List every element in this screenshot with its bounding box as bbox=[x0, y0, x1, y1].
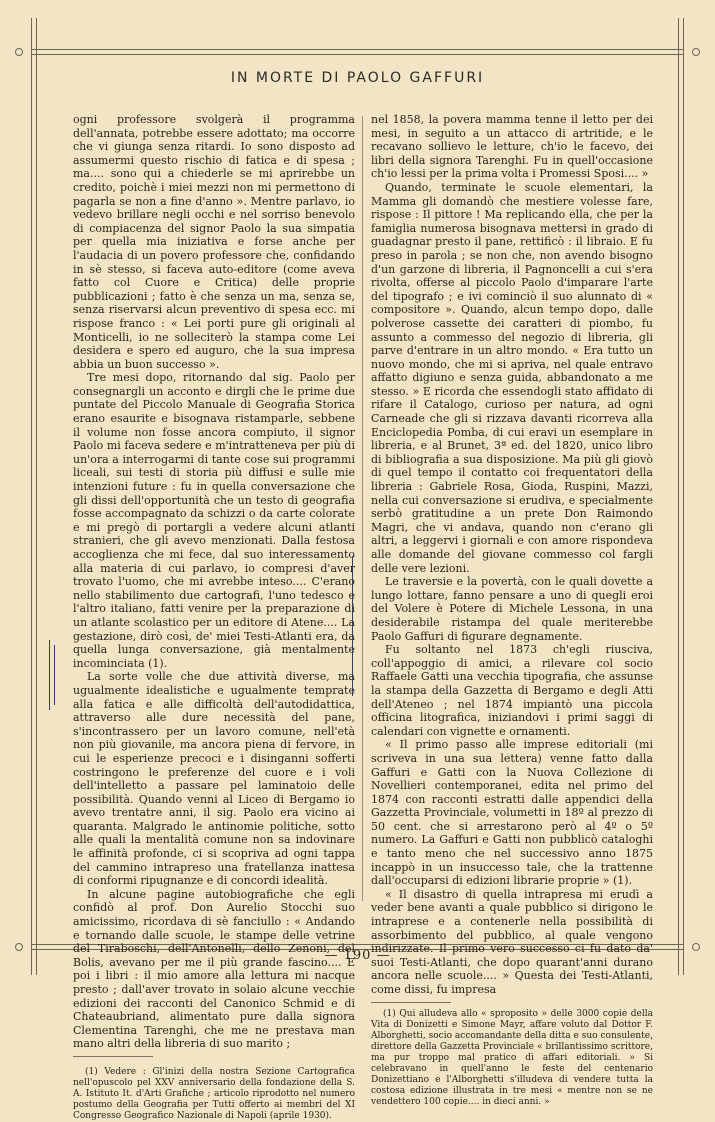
border-ornament bbox=[692, 48, 700, 56]
top-rule bbox=[31, 49, 684, 55]
paragraph: « Il primo passo alle imprese editoriali (mi scriveva in una sua lettera) venne fatto dalla Gaffuri e Gatti con la Nuova Collezione di Novellieri contemporanei, edita nel primo del 1874 con racconti estratti dalle appendici della Gazzetta Provinciale, volumetti in 18º al prezzo di 50 cent. che si arrestarono però al 4º o 5º numero. La Gaffuri e Gatti non pubblicò cataloghi e tanto meno che nel successivo anno 1875 incappò in un insuccesso tale, che la trattenne dall'occuparsi di edizioni librarie proprie » (1). bbox=[371, 738, 653, 888]
margin-pen-mark bbox=[352, 556, 353, 696]
paragraph: Quando, terminate le scuole elementari, la Mamma gli domandò che mestiere volesse fare, rispose : Il pittore ! Ma replicando ella, che per la famiglia numerosa bisognava mettersi in grado di guadagnar presto il pane, rettificò : il libraio. E fu preso in parola ; se non che, non avendo bisogno d'un garzone di libreria, il Pagnoncelli a cui s'era rivolta, offerse al piccolo Paolo d'imparare l'arte del tipografo ; e ivi cominciò il suo alunnato di « compositore ». Quando, alcun tempo dopo, dalle polverose cassette dei caratteri di piombo, fu assunto a commesso del negozio di libreria, gli parve d'entrare in un altro mondo. « Era tutto un nuovo mondo, che mi si apriva, nel quale entravo affatto digiuno e senza guida, abbandonato a me stesso. » E ricorda che essendogli stato affidato di rifare il Catalogo, curioso per natura, ad ogni Carneade che gli si rizzava davanti ricorreva alla Enciclopedia Pomba, di cui eravi un esemplare in libreria, e al Brunet, 3ª ed. del 1820, unico libro di bibliografia a sua disposizione. Ma più gli giovò di quel tempo il contatto coi frequentatori della libreria : Gabriele Rosa, Gioda, Ruspini, Mazzi, nella cui conversazione si erudiva, e specialmente serbò gratitudine a un prete Don Raimondo Magri, che vi andava, quando non c'erano gli altri, a leggervi i giornali e con amore rispondeva alle domande del giovane commesso col fargli delle vere lezioni. bbox=[371, 180, 653, 575]
left-column bbox=[73, 113, 355, 1122]
paragraph: nel 1858, la povera mamma tenne il letto per dei mesi, in seguito a un attacco di artritide, e le recavano sollievo le letture, ch'io le facevo, dei libri della signora Tarenghi. Fu in quell'occasione ch'io lessi per la prima volta i Promessi Sposi.... » bbox=[371, 113, 653, 181]
running-header: IN MORTE DI PAOLO GAFFURI bbox=[230, 70, 485, 86]
paragraph: « Il disastro di quella intrapresa mi erudì a veder bene avanti a quale pubblico si dirigono le intraprese e a contenerle nella possibilità di assorbimento del pubblico, al quale vengono indirizzate. Il primo vero successo ci fu dato da' suoi Testi-Atlanti, che dopo quarant'anni durano ancora nelle scuole.... » Questa dei Testi-Atlanti, come dissi, fu impresa bbox=[371, 887, 653, 996]
page-number: — 190 — bbox=[324, 948, 391, 963]
paragraph: Tre mesi dopo, ritornando dal sig. Paolo per consegnargli un acconto e dirgli che le prime due puntate del Piccolo Manuale di Geografia Storica erano esaurite e bisognava ristamparle, sebbene il volume non fosse ancora compiuto, il signor Paolo mi faceva sedere e m'intratteneva per più di un'ora a interrogarmi di tante cose sui programmi liceali, sui testi di storia più diffusi e sulle mie intenzioni future : fu in quella conversazione che gli dissi dell'opportunità che un testo di geografia fosse accompagnato da schizzi o da carte colorate e mi pregò di portargli a vedere alcuni atlanti stranieri, che gli avevo menzionati. Dalla festosa accoglienza che mi fece, dal suo interessamento alla materia di cui parlavo, io compresi d'aver trovato l'uomo, che mi avrebbe inteso.... C'erano nello stabilimento due cartografi, l'uno tedesco e l'altro italiano, fatti venire per la preparazione di un atlante scolastico per un editore di Atene.... La gestazione, dirò così, de' miei Testi-Atlanti era, da quella lunga conversazione, già mentalmente incominciata (1). bbox=[73, 371, 355, 670]
paragraph: Le traversie e la povertà, con le quali dovette a lungo lottare, fanno pensare a uno di quegli eroi del Volere è Potere di Michele Lessona, in una desiderabile ristampa del quale meriterebbe Paolo Gaffuri di figurare degnamente. bbox=[371, 575, 653, 643]
margin-pen-mark bbox=[49, 640, 50, 710]
paragraph: ogni professore svolgerà il programma dell'annata, potrebbe essere adottato; ma occorre che vi giunga senza ritardi. Io sono disposto ad assumermi questo rischio di fatica e di spesa ; ma.... sono qui a chiederle se mi aprirebbe un credito, poichè i miei mezzi non mi permettono di pagarla se non a fine d'anno ». Mentre parlavo, io vedevo brillare negli occhi e nel sorriso benevolo di compiacenza del signor Paolo la sua simpatia per quella mia iniziativa e forse anche per l'audacia di un povero professore che, confidando in sè stesso, si faceva auto-editore (come aveva fatto col Cuore e Critica) delle proprie pubblicazioni ; fatto è che senza un ma, senza se, senza riservarsi alcun preventivo di spesa ecc. mi rispose franco : « Lei porti pure gli originali al Monticelli, io ne solleciterò la stampa come Lei desidera e spero ed auguro, che la sua impresa abbia un buon successo ». bbox=[73, 113, 355, 371]
footnote: (1) Qui alludeva allo « sproposito » delle 3000 copie della Vita di Donizetti e Simone Mayr, affare voluto dal Dottor F. Alborghetti, socio accomandante della ditta e suo consulente, direttore della Gazzetta Provinciale « brillantissimo scrittore, ma pur troppo mal pratico di affari editoriali. » Si celebravano in quell'anno le feste del centenario Donizettiano e l'Alborghetti s'illudeva di vendere tutta la costosa edizione illustrata in tre mesi « mentre non se ne vendettero 100 copie.... in dieci anni. » bbox=[371, 1008, 653, 1107]
footnote-separator bbox=[371, 1002, 451, 1003]
margin-pen-mark bbox=[54, 645, 55, 705]
paragraph: Fu soltanto nel 1873 ch'egli riusciva, coll'appoggio di amici, a rilevare col socio Raffaele Gatti una vecchia tipografia, che assunse la stampa della Gazzetta di Bergamo e degli Atti dell'Ateneo ; nel 1874 impiantò una piccola officina litografica, iniziandovi i primi saggi di calendari con vignette e ornamenti. bbox=[371, 643, 653, 738]
paragraph: In alcune pagine autobiografiche che egli confidò al prof. Don Aurelio Stocchi suo amicissimo, ricordava di sè fanciullo : « Andando e tornando dalle scuole, le stampe delle vetrine del Tiraboschi, dell'Antonelli, dello Zenoni, del Bolis, avevano per me il più grande fascino.... E poi i libri : il mio amore alla lettura mi nacque presto ; dall'aver trovato in solaio alcune vecchie edizioni dei racconti del Canonico Schmid e di Chateaubriand, alimentato pure dalla signora Clementina Tarenghi, che me ne prestava man mano altri della libreria di suo marito ; bbox=[73, 887, 355, 1051]
column-divider bbox=[362, 116, 363, 901]
border-ornament bbox=[15, 48, 23, 56]
footnote: (1) Vedere : Gl'inizi della nostra Sezione Cartografica nell'opuscolo pel XXV anniversario della fondazione della S. A. Istituto It. d'Arti Grafiche ; articolo riprodotto nel numero postumo della Geografia per Tutti offerto ai membri del XI Congresso Geografico Nazionale di Napoli (aprile 1930). bbox=[73, 1066, 355, 1121]
footnote-separator bbox=[73, 1056, 153, 1057]
paragraph: La sorte volle che due attività diverse, ma ugualmente idealistiche e ugualmente temprate alla fatica e alle difficoltà dell'autodidattica, attraverso alle dure necessità del pane, s'incontrassero per un lavoro comune, nell'età non più giovanile, ma ancora piena di fervore, in cui le esperienze precoci e i disinganni sofferti costringono le preferenze del cuore e i voli dell'intelletto a passare pel laminatoio delle possibilità. Quando venni al Liceo di Bergamo io avevo trentatre anni, il sig. Paolo era vicino ai quaranta. Malgrado le antinomie politiche, sotto alle quali la mentalità comune non sa indovinare le affinità profonde, ci si scopriva ad ogni tappa del cammino intrapreso una fratellanza inattesa di conformi ripugnanze e di concordi idealità. bbox=[73, 670, 355, 888]
